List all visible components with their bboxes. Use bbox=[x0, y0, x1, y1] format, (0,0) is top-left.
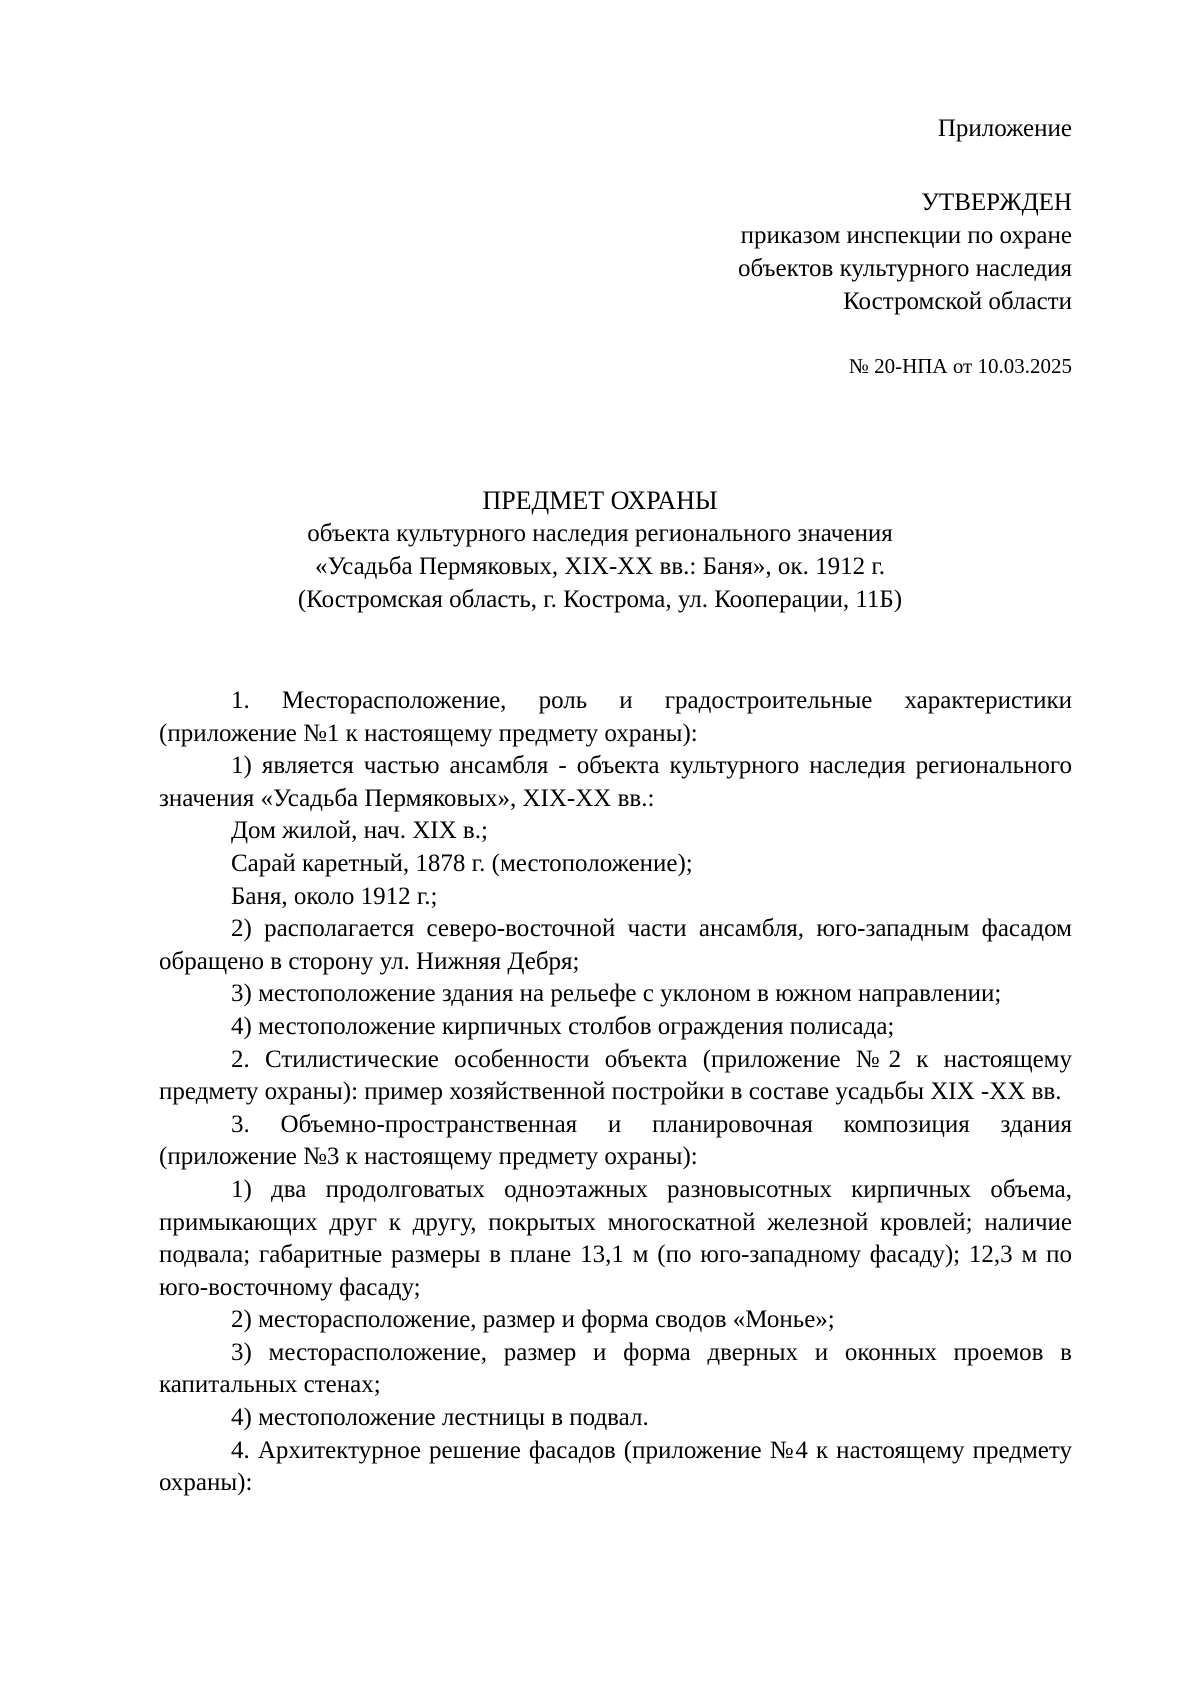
approval-line: приказом инспекции по охране bbox=[740, 222, 1072, 249]
body-paragraph: 3) местоположение здания на рельефе с уклоном в южном направлении; bbox=[231, 980, 1002, 1008]
body-paragraph: 3. Объемно-пространственная и планировочная композиция здания (приложение №3 к настоящему предмету охраны): bbox=[159, 1110, 1072, 1171]
appendix-label bbox=[938, 112, 1072, 145]
body-paragraph: 3) месторасположение, размер и форма дверных и оконных проемов в капитальных стенах; bbox=[159, 1338, 1072, 1399]
approval-line: Костромской области bbox=[843, 288, 1072, 315]
body-paragraph: 4) местоположение кирпичных столбов ограждения полисада; bbox=[231, 1012, 895, 1040]
body-paragraph: 1. Месторасположение, роль и градостроительные характеристики (приложение №1 к настоящему предмету охраны): bbox=[159, 687, 1072, 747]
body-paragraph: Баня, около 1912 г.; bbox=[231, 882, 438, 910]
document-subtitle-line: объекта культурного наследия регионального значения bbox=[307, 520, 893, 547]
body-paragraph: 1) два продолговатых одноэтажных разновысотных кирпичных объема, примыкающих друг к другу, покрытых многоскатной железной кровлей; наличие подвала; габаритные размеры в плане 13,1 м (по юго-западному фасаду); 12,3 м по юго-восточному фасаду; bbox=[159, 1175, 1072, 1301]
body-paragraph: 1) является частью ансамбля - объекта культурного наследия регионального значения «Усадьба Пермяковых», XIX-XX вв.: bbox=[159, 752, 1072, 812]
body-paragraph: 2) располагается северо-восточной части ансамбля, юго-западным фасадом обращено в сторону ул. Нижняя Дебря; bbox=[159, 915, 1072, 975]
approval-line: УТВЕРЖДЕН bbox=[921, 189, 1072, 216]
order-number bbox=[849, 352, 1072, 380]
document-title-block bbox=[0, 484, 1200, 616]
body-paragraph: 4. Архитектурное решение фасадов (приложение №4 к настоящему предмету охраны): bbox=[159, 1436, 1072, 1497]
appendix-label-text: Приложение bbox=[937, 115, 1072, 142]
order-number-text: № 20-НПА от 10.03.2025 bbox=[848, 354, 1072, 378]
body-paragraph: 2) месторасположение, размер и форма сводов «Монье»; bbox=[231, 1306, 835, 1334]
document-body bbox=[159, 685, 1072, 1500]
body-paragraph: Дом жилой, нач. XIX в.; bbox=[231, 817, 488, 845]
document-subtitle-line: «Усадьба Пермяковых, XIX-XX вв.: Баня», ок. 1912 г. bbox=[314, 553, 886, 580]
body-paragraph: 4) местоположение лестницы в подвал. bbox=[231, 1404, 649, 1432]
approval-stamp-block bbox=[738, 186, 1072, 318]
body-paragraph: 2. Стилистические особенности объекта (приложение №2 к настоящему предмету охраны): пример хозяйственной постройки в составе усадьбы XIX -XX вв. bbox=[159, 1045, 1072, 1106]
body-paragraph: Сарай каретный, 1878 г. (местоположение); bbox=[231, 849, 693, 877]
approval-line: объектов культурного наследия bbox=[738, 255, 1072, 282]
document-subtitle-line: (Костромская область, г. Кострома, ул. Кооперации, 11Б) bbox=[297, 586, 903, 613]
document-title: ПРЕДМЕТ ОХРАНЫ bbox=[482, 486, 718, 515]
